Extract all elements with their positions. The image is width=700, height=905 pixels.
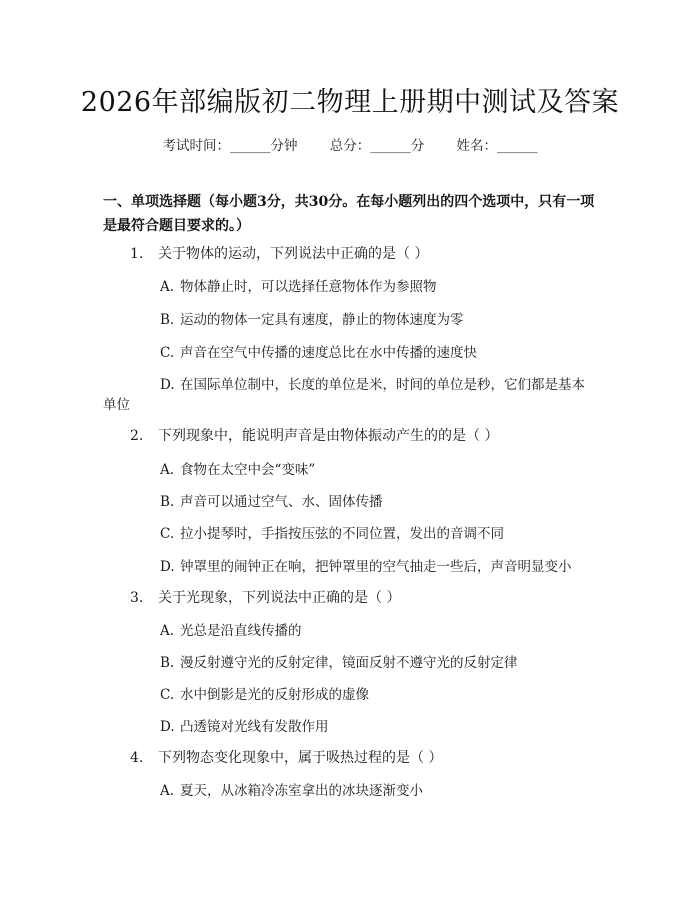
question-number: 4. [130,750,144,766]
option-letter: C. [160,345,175,361]
total-score: 总分：______分 [329,138,425,154]
option-text: 食物在太空中会“变味” [180,462,316,478]
option-3d [160,715,329,735]
option-3b [160,651,518,671]
question-2 [130,425,498,445]
option-letter: A. [160,623,175,639]
option-letter: A. [160,783,175,799]
option-letter: C. [160,526,175,542]
option-letter: D. [160,377,175,393]
option-2c [160,522,504,542]
option-text: 光总是沿直线传播的 [180,623,302,639]
option-4a [160,779,423,799]
student-name: 姓名：______ [456,138,538,154]
option-text: 声音在空气中传播的速度总比在水中传播的速度快 [180,345,477,361]
exam-meta [0,134,700,154]
question-3 [130,587,400,607]
option-text: 钟罩里的闹钟正在响，把钟罩里的空气抽走一些后，声音明显变小 [180,559,572,575]
question-number: 1. [130,246,144,262]
option-letter: D. [160,559,175,575]
option-1d-continuation: 单位 [103,397,130,413]
exam-time: 考试时间：______分钟 [162,138,298,154]
option-1c [160,341,477,361]
option-letter: A. [160,279,175,295]
option-3a [160,619,302,639]
option-text: 运动的物体一定具有速度，静止的物体速度为零 [180,312,464,328]
question-text: 关于物体的运动，下列说法中正确的是（ ） [158,246,429,262]
option-2a [160,458,315,478]
option-1d [160,373,585,393]
question-text: 下列物态变化现象中，属于吸热过程的是（ ） [158,750,443,766]
option-text: 声音可以通过空气、水、固体传播 [180,494,383,510]
question-number: 2. [130,428,144,444]
option-3c [160,683,369,703]
option-text: 凸透镜对光线有发散作用 [180,719,329,735]
option-letter: B. [160,655,175,671]
option-text: 物体静止时，可以选择任意物体作为参照物 [180,279,437,295]
option-1b [160,308,464,328]
option-text: 水中倒影是光的反射形成的虚像 [180,687,369,703]
option-text: 在国际单位制中，长度的单位是米，时间的单位是秒，它们都是基本 [180,377,585,393]
question-text: 下列现象中，能说明声音是由物体振动产生的的是（ ） [158,428,499,444]
section-heading: 一、单项选择题（每小题3分，共30分。在每小题列出的四个选项中，只有一项是最符合题目要求的。） [103,194,595,234]
option-2d [160,555,572,575]
question-text: 关于光现象，下列说法中正确的是（ ） [158,590,401,606]
question-1 [130,243,428,263]
option-letter: B. [160,494,175,510]
option-letter: A. [160,462,175,478]
option-letter: C. [160,687,175,703]
option-letter: B. [160,312,175,328]
question-number: 3. [130,590,144,606]
option-text: 拉小提琴时，手指按压弦的不同位置，发出的音调不同 [180,526,504,542]
option-text: 夏天，从冰箱冷冻室拿出的冰块逐渐变小 [180,783,423,799]
option-text: 漫反射遵守光的反射定律，镜面反射不遵守光的反射定律 [180,655,518,671]
page-title: 2026年部编版初二物理上册期中测试及答案 [80,87,620,118]
option-letter: D. [160,719,175,735]
option-2b [160,490,383,510]
option-1a [160,275,437,295]
question-4 [130,747,442,767]
